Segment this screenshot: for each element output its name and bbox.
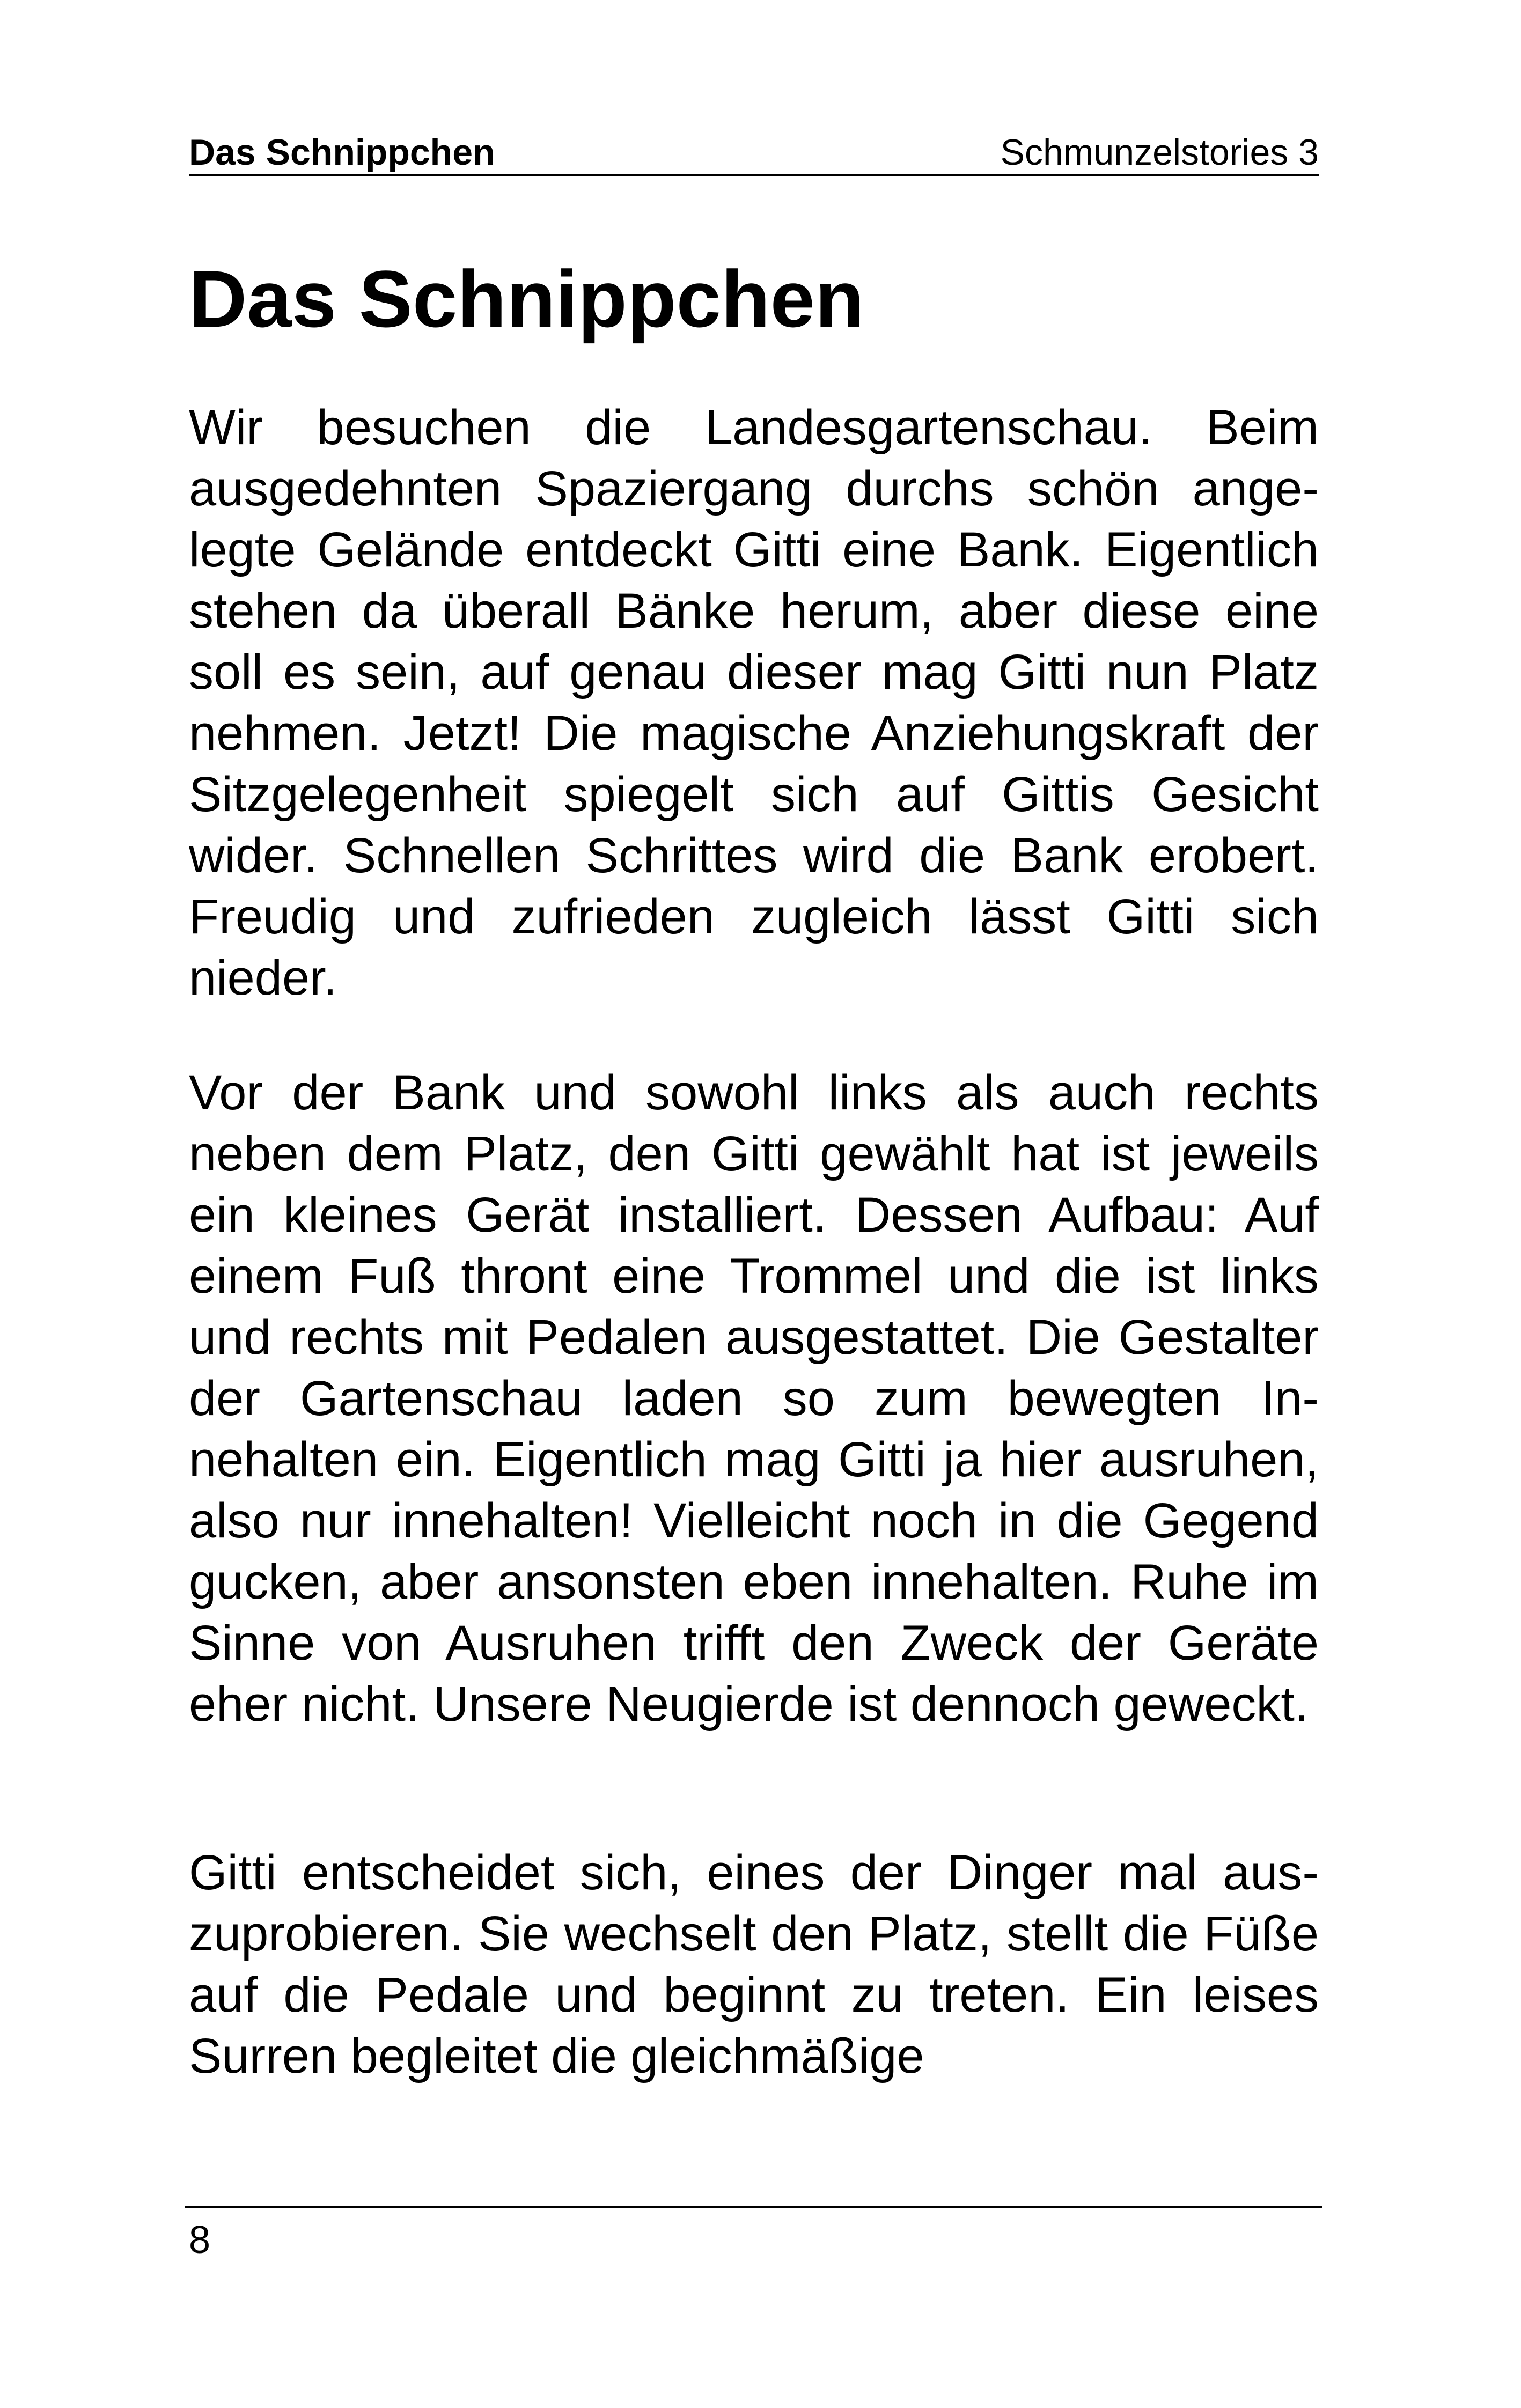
running-header-chapter-title: Das Schnippchen xyxy=(189,132,495,173)
running-header-book-title: Schmunzelstories 3 xyxy=(1000,132,1319,173)
page-number: 8 xyxy=(189,2219,211,2262)
body-paragraph-1: Wir besuchen die Landesgartenschau. Beim ausgedehnten Spaziergang durchs schön angelegte Gelände entdeckt Gitti eine Bank. Eigentlich stehen da überall Bänke herum, aber diese eine soll es sein, auf genau dieser mag Gitti nun Platz nehmen. Jetzt! Die magische Anziehungskraft der Sitzgelegenheit spiegelt sich auf Gittis Gesicht wider. Schnellen Schrittes wird die Bank erobert. Freudig und zufrieden zugleich lässt Gitti sich nieder. xyxy=(189,400,1319,1005)
running-header xyxy=(189,129,1319,176)
body-paragraph-3: Gitti entscheidet sich, eines der Dinger mal auszuprobieren. Sie wechselt den Platz, stellt die Füße auf die Pedale und beginnt zu treten. Ein leises Surren begleitet die gleichmäßige xyxy=(189,1845,1319,2083)
chapter-title: Das Schnippchen xyxy=(189,254,864,344)
footer-rule xyxy=(185,2206,1322,2208)
body-paragraph-2: Vor der Bank und sowohl links als auch rechts neben dem Platz, den Gitti gewählt hat ist jeweils ein kleines Gerät installiert. Dessen Aufbau: Auf einem Fuß thront eine Trommel und die ist links und rechts mit Pedalen ausgestattet. Die Gestalter der Gartenschau laden so zum bewegten Innehalten ein. Eigentlich mag Gitti ja hier ausruhen, also nur innehalten! Vielleicht noch in die Gegend gucken, aber ansonsten eben innehalten. Ruhe im Sinne von Ausruhen trifft den Zweck der Geräte eher nicht. Unsere Neugierde ist dennoch geweckt. xyxy=(189,1065,1319,1732)
